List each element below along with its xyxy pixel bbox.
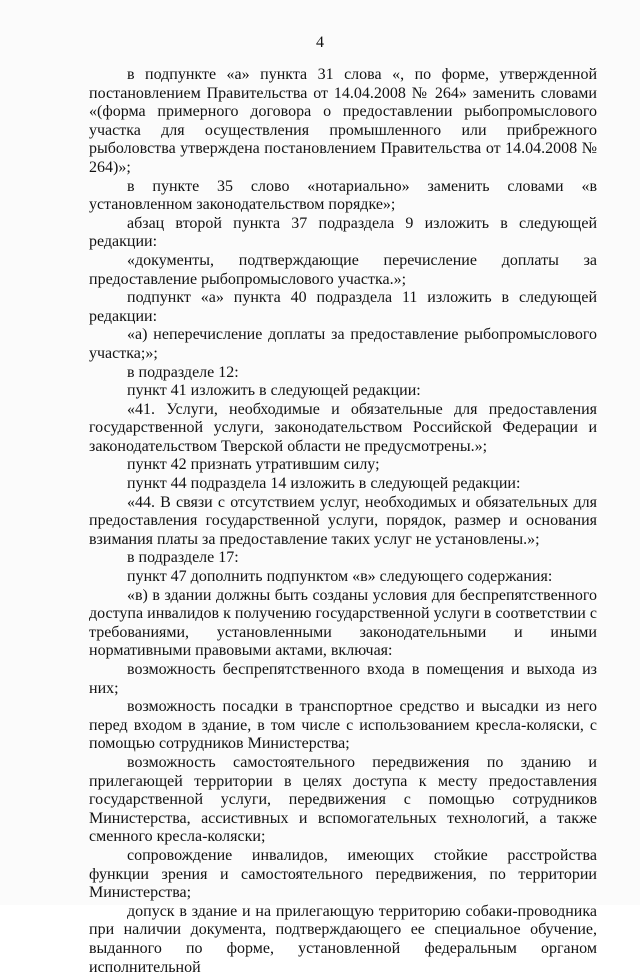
paragraph: в подразделе 12: [127,363,239,381]
paragraph: абзац второй пункта 37 подраздела 9 изложить в следующей редакции: [89,214,597,251]
paragraph: «41. Услуги, необходимые и обязательные для предоставления государственной услуги, законодательством Российской Федерации и законодательством Тверской области не предусмотрены.»; [89,400,597,455]
paragraph: сопровождение инвалидов, имеющих стойкие расстройства функции зрения и самостоятельного передвижения, по территории Министерства; [89,846,597,902]
paragraph: возможность самостоятельного передвижения по зданию и прилегающей территории в целях доступа к месту предоставления государственной услуги, передвижения с помощью сотрудников Министерства, ассистивных и вспомогательных технологий, а также сменного кресла-коляски; [89,753,597,846]
paragraph: «44. В связи с отсутствием услуг, необходимых и обязательных для предоставления государственной услуги, порядок, размер и основания взимания платы за предоставление таких услуг не установлены.»; [89,493,597,548]
document-body [89,66,597,977]
paragraph: «документы, подтверждающие перечисление доплаты за предоставление рыбопромыслового участка.»; [89,251,597,288]
paragraph: в подразделе 17: [127,549,239,567]
paragraph: подпункт «а» пункта 40 подраздела 11 изложить в следующей редакции: [89,289,597,325]
paragraph: пункт 47 дополнить подпунктом «в» следующего содержания: [127,568,553,586]
paragraph: пункт 41 изложить в следующей редакции: [127,382,421,400]
paragraph: в пункте 35 слово «нотариально» заменить словами «в установленном законодательством порядке»; [89,177,597,214]
paragraph: в подпункте «а» пункта 31 слова «, по форме, утвержденной постановлением Правительства от 14.04.2008 № 264» заменить словами «(форма примерного договора о предоставлении рыбопромыслового участка для осуществления промышленного или прибрежного рыболовства утверждена постановлением Правительства от 14.04.2008 № 264)»; [89,66,597,176]
paragraph: «а) неперечисление доплаты за предоставление рыбопромыслового участка;»; [89,326,597,362]
paragraph: пункт 42 признать утратившим силу; [127,456,380,474]
page-number: 4 [316,34,324,51]
paragraph: возможность беспрепятственного входа в помещения и выхода из них; [89,661,597,697]
paragraph: допуск в здание и на прилегающую территорию собаки-проводника при наличии документа, подтверждающего ее специальное обучение, выданного по форме, установленной федеральным органом исполнительной [89,902,597,976]
paragraph: возможность посадки в транспортное средство и высадки из него перед входом в здание, в том числе с использованием кресла-коляски, с помощью сотрудников Министерства; [89,698,597,753]
paragraph: пункт 44 подраздела 14 изложить в следующей редакции: [127,475,521,493]
paragraph: «в) в здании должны быть созданы условия для беспрепятственного доступа инвалидов к получению государственной услуги в соответствии с требованиями, установленными законодательными и иными нормативными правовыми актами, включая: [89,586,597,660]
